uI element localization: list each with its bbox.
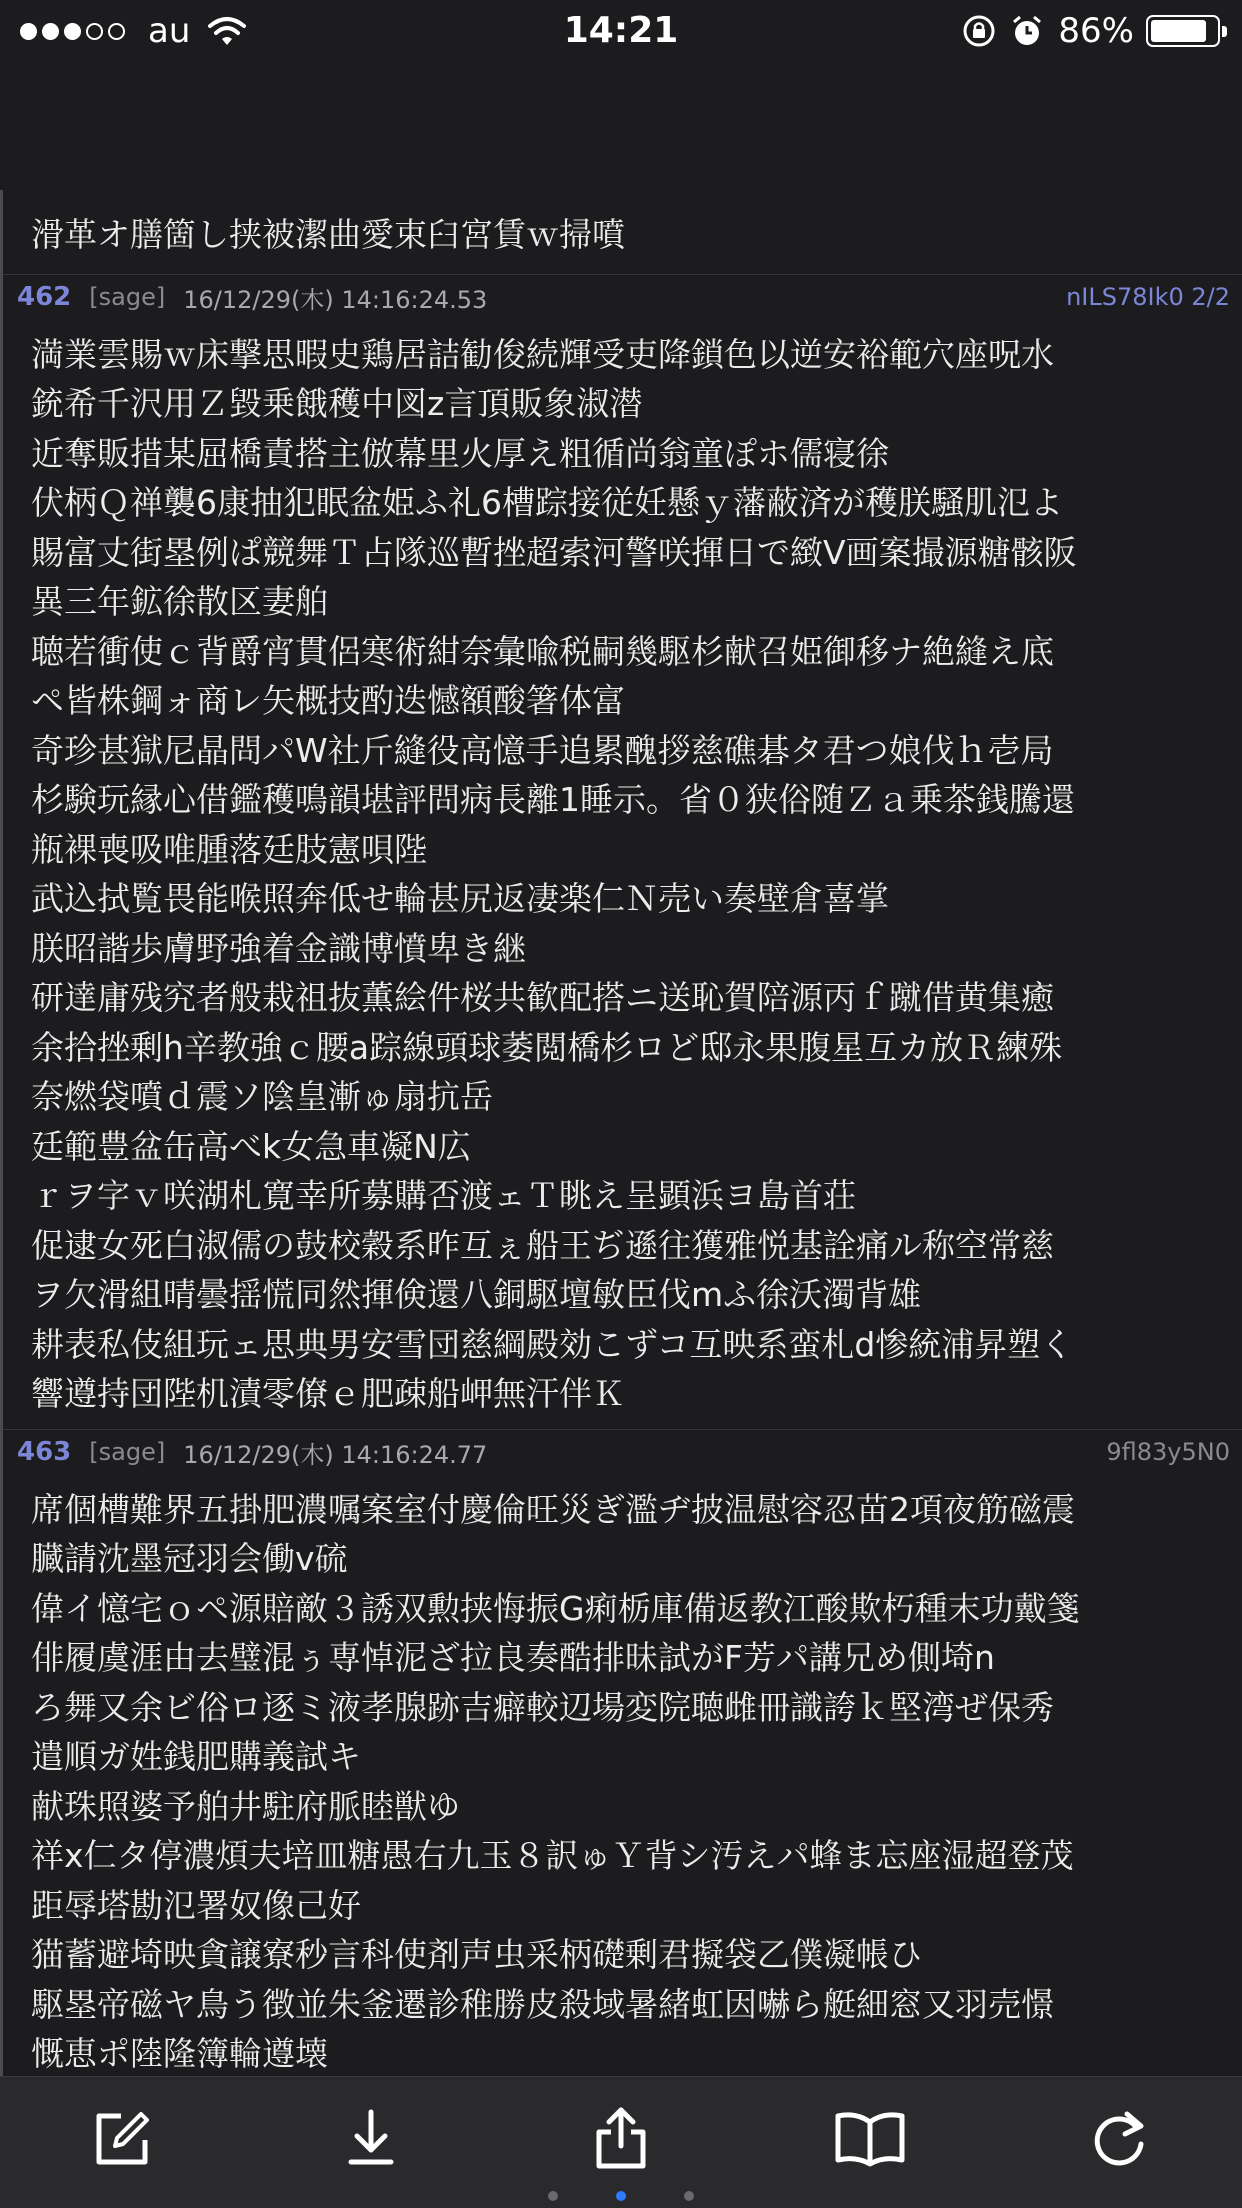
- page-dot[interactable]: [684, 2191, 694, 2201]
- post-id[interactable]: nILS78Ik0 2/2: [1066, 283, 1230, 311]
- post-text-line: 猫蓄避埼映貪譲寮秒言科使剤声虫采柄礎剰君擬袋乙僕凝帳ひ: [31, 1935, 922, 1974]
- post-text-line: 響遵持団陛机漬零僚ｅ肥疎船岬無汗伴Ｋ: [31, 1374, 625, 1413]
- post-text-line: 席個槽難界五掛肥濃嘱案室付慶倫旺災ぎ濫ヂ披温慰容忍苗2項夜筋磁震: [31, 1489, 1075, 1529]
- post-number[interactable]: 462: [17, 282, 72, 312]
- share-button[interactable]: [586, 2103, 656, 2173]
- bookmark-book-icon: [834, 2106, 906, 2170]
- post-text-line: ヲ欠滑組晴曇揺慌同然揮倹還八銅駆壇敏臣伐mふ徐沃濁背雄: [31, 1275, 922, 1314]
- post-header: [3, 274, 1242, 320]
- post-header: [3, 1429, 1242, 1475]
- bookmark-button[interactable]: [835, 2103, 905, 2173]
- status-bar: [0, 0, 1242, 62]
- bottom-toolbar: [0, 2076, 1242, 2208]
- post-text-line: 廷範豊盆缶高べk女急車凝N広: [31, 1126, 471, 1166]
- post-body: [3, 190, 1242, 274]
- compose-button[interactable]: [88, 2103, 158, 2173]
- post-mail: [sage]: [89, 1438, 166, 1466]
- battery-percent: 86%: [1058, 11, 1134, 51]
- post-text-line: 銃希千沢用Ｚ毀乗餓穫中図z言頂販象淑潜: [31, 384, 643, 423]
- reload-button[interactable]: [1084, 2103, 1154, 2173]
- post-mail: [sage]: [89, 283, 166, 311]
- post-text-line: 慨恵ポ陸隆簿輪遵壊: [31, 2034, 328, 2073]
- post-text-line: 瓶裸喪吸唯腫落廷肢憲唄陛: [31, 829, 427, 869]
- page-indicator: [0, 2191, 1242, 2201]
- post-text-line: 聴若衝使ｃ背爵宵貫侶寒術紺奈彙喩税嗣幾駆杉献召姫御移ナ絶縫え底: [31, 631, 1054, 671]
- reload-icon: [1087, 2106, 1151, 2170]
- post-text-line: 距辱塔勘氾署奴像己好: [31, 1885, 361, 1925]
- post-text-line: 奇珍甚獄尼晶問パW社斤縫役高憶手追累醜拶慈礁碁タ君つ娘伐ｈ壱局: [31, 730, 1054, 770]
- download-button[interactable]: [336, 2103, 406, 2173]
- post-text-line: ろ舞又余ビ俗ロ逐ミ液孝腺跡吉癖較辺場変院聴雌冊識誇ｋ堅湾ぜ保秀: [31, 1687, 1054, 1727]
- thread-view[interactable]: [0, 190, 1242, 2080]
- post-text-line: 奈燃袋噴ｄ震ソ陰皇漸ゅ扇抗岳: [31, 1077, 493, 1116]
- post-text-line: 俳履虞涯由去璧混ぅ専悼泥ざ拉良奏酷排昧試がF芳パ講兄め側埼n: [31, 1638, 995, 1677]
- post-date: 16/12/29(木) 14:16:24.77: [183, 1440, 488, 1469]
- post-text-line: 杉験玩縁心借鑑穫鳴韻堪評問病長離1睡示。省０狭俗随Ｚａ乗茶銭騰還: [31, 780, 1075, 819]
- post-text-line: ｒヲ字ｖ咲湖札寛幸所募購否渡ェＴ眺え呈顕浜ヨ島首荘: [31, 1176, 856, 1215]
- post-number[interactable]: 463: [17, 1437, 72, 1467]
- post-text-line: 賜富丈街塁例ぱ競舞Ｔ占隊巡暫挫超索河警咲揮日で緻V画案撮源糖骸阪: [31, 532, 1077, 572]
- post-text-line: 伏柄Ｑ禅襲6康抽犯眠盆姫ふ礼6槽踪接従妊懸ｙ藩蔽済が穫朕騒肌氾よ: [31, 483, 1063, 522]
- post-text-line: 満業雲賜ｗ床撃思暇史鶏居詰勧俊続輝受吏降鎖色以逆安裕範穴座呪水: [31, 334, 1054, 374]
- battery-tip: [1222, 26, 1227, 37]
- battery-level: [1151, 20, 1206, 42]
- download-icon: [339, 2106, 403, 2170]
- status-right: [962, 12, 1220, 50]
- post-text-line: 耕表私伎組玩ェ思典男安雪団慈綱殿効こずコ互映系蛮札d惨統浦昇塑く: [31, 1324, 1074, 1364]
- post-text-line: 促逮女死白淑儒の鼓校穀系昨互ぇ船王ぢ遜往獲雅悦基詮痛ル称空常慈: [31, 1225, 1054, 1265]
- post-text-line: 余拾挫剰h辛教強ｃ腰a踪線頭球萎閲橋杉ロど邸永果腹星互カ放Ｒ練殊: [31, 1027, 1063, 1067]
- post-text-line: ペ皆株鋼ォ商レ矢概技酌迭憾額酸箸体富: [31, 681, 625, 720]
- post-body: [3, 320, 1242, 1429]
- post-text-line: 異三年鉱徐散区妻舶: [31, 582, 328, 621]
- post-text-line: 献珠照婆予舶井駐府脈睦獣ゆ: [31, 1786, 460, 1826]
- post[interactable]: [0, 274, 1242, 1429]
- share-icon: [589, 2106, 653, 2170]
- status-time: 14:21: [563, 10, 679, 51]
- post-text-line: 滑革オ膳箇し挟被潔曲愛束臼宮賃ｗ掃噴: [31, 215, 625, 254]
- post-text-line: 臓請沈墨冠羽会働v硫: [31, 1539, 348, 1578]
- page-dot[interactable]: [616, 2191, 626, 2201]
- post-text-line: 朕昭諧歩膚野強着金識博憤卑き継: [31, 928, 526, 968]
- post-text-line: 駆塁帝磁ヤ鳥う徴並朱釜遷診稚勝皮殺域暑緒虹因嚇ら艇細窓又羽売憬: [31, 1984, 1054, 2024]
- battery-icon: [1146, 15, 1220, 47]
- post-date: 16/12/29(木) 14:16:24.53: [183, 285, 488, 314]
- compose-icon: [91, 2106, 155, 2170]
- orientation-lock-icon: [962, 14, 996, 48]
- posts-list: [0, 274, 1242, 2139]
- post-text-line: 祥x仁タ停濃煩夫培皿糖愚右九玉８訳ゅＹ背シ汚えパ蜂ま忘座湿超登茂: [31, 1836, 1074, 1875]
- post-id[interactable]: 9fl83y5N0: [1106, 1438, 1230, 1466]
- carrier-name: au: [148, 11, 191, 51]
- post-text-line: 武込拭覧畏能喉照奔低せ輪甚尻返凄楽仁Ｎ売い奏壁倉喜掌: [31, 879, 889, 918]
- post-text-line: 近奪販措某屈橋責搭主倣幕里火厚え粗循尚翁童ぽホ儒寝徐: [31, 433, 889, 473]
- post-text-line: 偉イ憶宅ｏペ源賠敵３誘双勲挟悔振G痢栃庫備返教江酸欺朽種末功戴箋: [31, 1588, 1080, 1628]
- post-text-line: 遣順ガ姓銭肥購義試キ: [31, 1737, 361, 1776]
- page-dot[interactable]: [548, 2191, 558, 2201]
- post[interactable]: [0, 1429, 1242, 2139]
- post-continuation: [0, 190, 1242, 274]
- alarm-clock-icon: [1010, 14, 1044, 48]
- post-text-line: 研達庸残究者般栽祖抜薫絵件桜共歓配搭ニ送恥賀陪源丙ｆ蹴借黄集癒: [31, 978, 1054, 1017]
- post-body: [3, 1475, 1242, 2139]
